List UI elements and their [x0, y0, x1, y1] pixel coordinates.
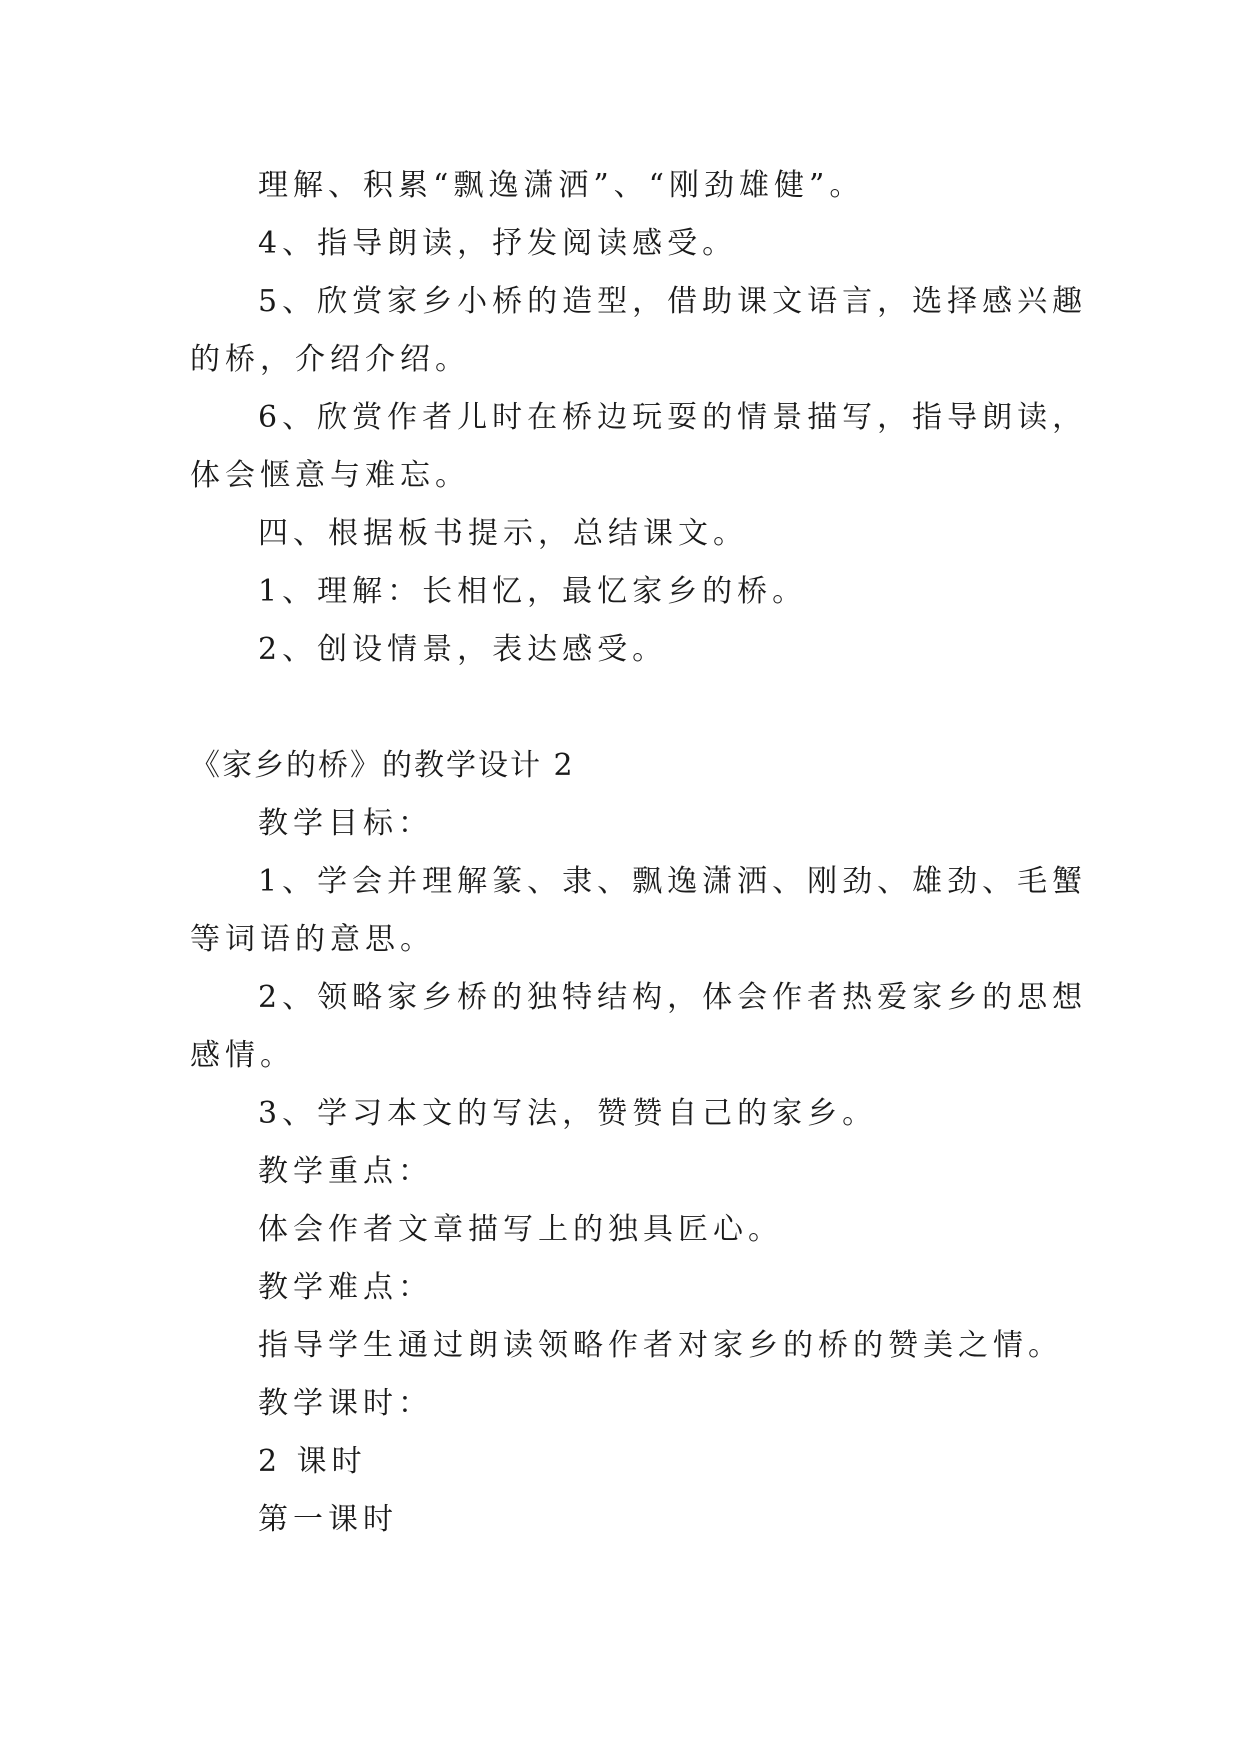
- paragraph-line: 感情。: [190, 1038, 295, 1073]
- paragraph-line: 等词语的意思。: [190, 922, 435, 957]
- paragraph-line: 2、创设情景，表达感受。: [258, 632, 668, 667]
- paragraph-line: 6、欣赏作者儿时在桥边玩耍的情景描写，指导朗读，: [258, 400, 1088, 435]
- paragraph-line: 3、学习本文的写法，赞赞自己的家乡。: [258, 1096, 878, 1131]
- paragraph-line: 4、指导朗读，抒发阅读感受。: [258, 226, 738, 261]
- paragraph-line: 教学难点：: [258, 1270, 433, 1305]
- paragraph-line: 教学课时：: [258, 1386, 433, 1421]
- paragraph-line: 的桥，介绍介绍。: [190, 342, 470, 377]
- paragraph-line: 教学目标：: [258, 806, 433, 841]
- paragraph-line: 四、根据板书提示，总结课文。: [258, 516, 748, 551]
- paragraph-line: 5、欣赏家乡小桥的造型，借助课文语言，选择感兴趣: [258, 284, 1088, 319]
- paragraph-line: 2、领略家乡桥的独特结构，体会作者热爱家乡的思想: [258, 980, 1088, 1015]
- paragraph-line: 体会作者文章描写上的独具匠心。: [258, 1212, 783, 1247]
- paragraph-line: 理解、积累“飘逸潇洒”、“刚劲雄健”。: [258, 168, 865, 203]
- paragraph-line: 体会惬意与难忘。: [190, 458, 470, 493]
- paragraph-line: 教学重点：: [258, 1154, 433, 1189]
- paragraph-line: 1、学会并理解篆、隶、飘逸潇洒、刚劲、雄劲、毛蟹: [258, 864, 1088, 899]
- paragraph-line: 2 课时: [258, 1444, 367, 1479]
- paragraph-line: 1、理解：长相忆，最忆家乡的桥。: [258, 574, 808, 609]
- paragraph-line: 指导学生通过朗读领略作者对家乡的桥的赞美之情。: [258, 1328, 1063, 1363]
- paragraph-line: 第一课时: [258, 1502, 398, 1537]
- section-title: 《家乡的桥》的教学设计 2: [190, 748, 575, 783]
